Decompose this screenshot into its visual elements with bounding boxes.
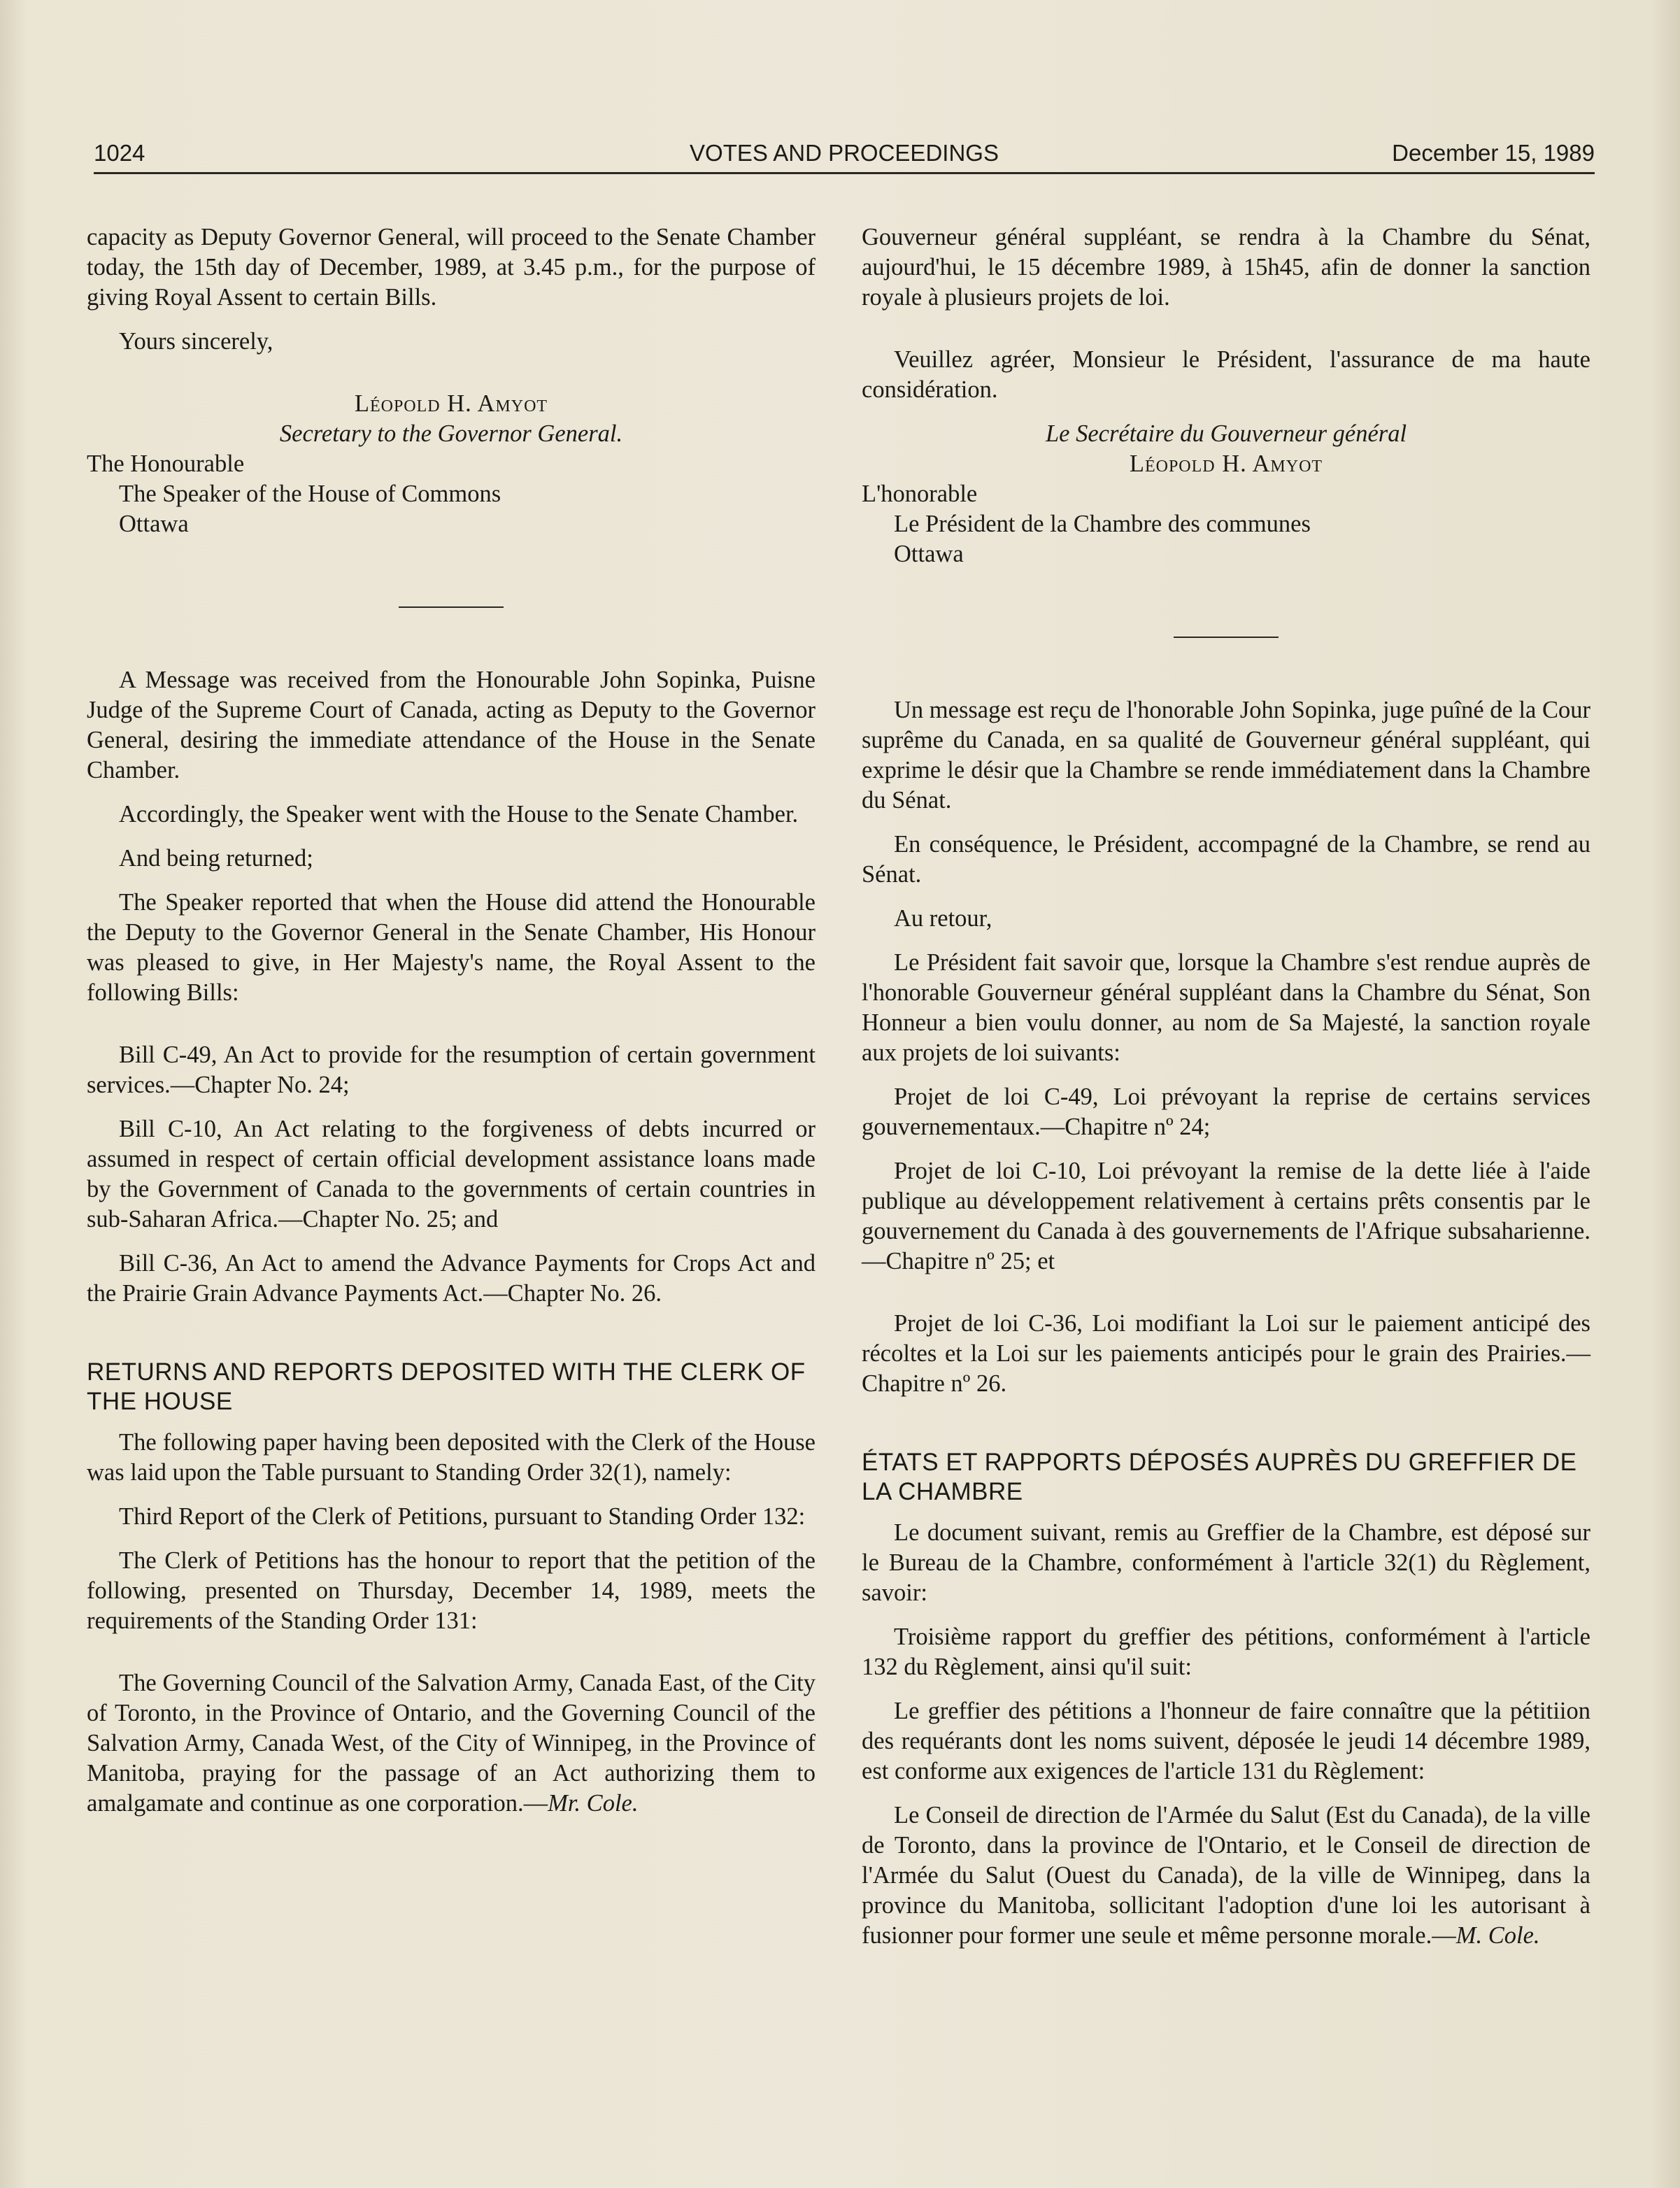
page-number: 1024 <box>94 140 145 166</box>
signature-name: Léopold H. Amyot <box>1129 450 1323 477</box>
message-paragraph: And being returned; <box>119 845 313 872</box>
addressee-block <box>862 479 1590 569</box>
bill-item: Bill C-10, An Act relating to the forgiveness of debts incurred or assumed in respect of certain official development assistance loans made by the Government of Canada to the governments of certain countries in sub-Saharan Africa.—Chapter No. 25; and <box>87 1116 816 1232</box>
english-column <box>87 222 816 1819</box>
petition-text: The Governing Council of the Salvation Army, Canada East, of the City of Toronto, in the Province of Ontario, and the Governing Council of the Salvation Army, Canada West, of the City of Winnipeg, in the Province of Manitoba, praying for the passage of an Act authorizing them to amalgamate and continue as one corporation.— <box>87 1670 816 1817</box>
addressee-line: Ottawa <box>894 541 964 567</box>
addressee-line: The Honourable <box>87 450 245 477</box>
petition-member: M. Cole. <box>1455 1922 1540 1949</box>
signature-title: Le Secrétaire du Gouverneur général <box>1045 420 1407 447</box>
letter-end: Gouverneur général suppléant, se rendra à la Chambre du Sénat, aujourd'hui, le 15 décembre 1989, à 15h45, afin de donner la sanction royale à plusieurs projets de loi. <box>862 224 1590 311</box>
signature-title: Secretary to the Governor General. <box>279 420 623 447</box>
addressee-block <box>87 449 816 539</box>
bill-item: Projet de loi C-36, Loi modifiant la Loi sur le paiement anticipé des récoltes et la Loi sur les paiements anticipés pour le grain des Prairies.—Chapitre nº 26. <box>862 1310 1590 1397</box>
addressee-line: Le Président de la Chambre des communes <box>894 511 1311 537</box>
bill-item: Projet de loi C-49, Loi prévoyant la reprise de certains services gouvernementaux.—Chapitre nº 24; <box>862 1084 1590 1140</box>
message-paragraph: The Speaker reported that when the House did attend the Honourable the Deputy to the Governor General in the Senate Chamber, His Honour was pleased to give, in Her Majesty's name, the Royal Assent to the following Bills: <box>87 889 816 1006</box>
message-paragraph: Le Président fait savoir que, lorsque la Chambre s'est rendue auprès de l'honorable Gouverneur général suppléant dans la Chambre du Sénat, Son Honneur a bien voulu donner, au nom de Sa Majesté, la sanction royale aux projets de loi suivants: <box>862 949 1590 1066</box>
section-heading: ÉTATS ET RAPPORTS DÉPOSÉS AUPRÈS DU GREFFIER DE LA CHAMBRE <box>862 1449 1577 1505</box>
addressee-line: Ottawa <box>119 511 189 537</box>
section-divider <box>399 606 504 608</box>
message-paragraph: En conséquence, le Président, accompagné de la Chambre, se rend au Sénat. <box>862 831 1590 888</box>
returns-paragraph: Le greffier des pétitions a l'honneur de faire connaître que la pétitiion des requérants dont les noms suivent, déposée le jeudi 14 décembre 1989, est conforme aux exigences de l'article 131 du Règlement: <box>862 1698 1590 1784</box>
returns-paragraph: The following paper having been deposited with the Clerk of the House was laid upon the Table pursuant to Standing Order 32(1), namely: <box>87 1429 816 1486</box>
letter-closing: Yours sincerely, <box>119 328 273 355</box>
returns-paragraph: The Clerk of Petitions has the honour to report that the petition of the following, presented on Thursday, December 14, 1989, meets the requirements of the Standing Order 131: <box>87 1547 816 1634</box>
section-heading: RETURNS AND REPORTS DEPOSITED WITH THE CLERK OF THE HOUSE <box>87 1358 806 1415</box>
message-paragraph: Au retour, <box>894 905 992 932</box>
petition-text: Le Conseil de direction de l'Armée du Salut (Est du Canada), de la ville de Toronto, dans la province de l'Ontario, et le Conseil de direction de l'Armée du Salut (Ouest du Canada), de la ville de Winnipeg, dans la province du Manitoba, sollicitant l'adoption d'une loi les autorisant à fusionner pour former une seule et même personne morale.— <box>862 1802 1590 1949</box>
page-header <box>94 130 1595 174</box>
returns-paragraph: Le document suivant, remis au Greffier de la Chambre, est déposé sur le Bureau de la Chambre, conformément à l'article 32(1) du Règlement, savoir: <box>862 1519 1590 1606</box>
returns-paragraph: Troisième rapport du greffier des pétitions, conformément à l'article 132 du Règlement, ainsi qu'il suit: <box>862 1624 1590 1680</box>
letter-end: capacity as Deputy Governor General, will proceed to the Senate Chamber today, the 15th day of December, 1989, at 3.45 p.m., for the purpose of giving Royal Assent to certain Bills. <box>87 224 816 311</box>
running-title: VOTES AND PROCEEDINGS <box>690 140 999 166</box>
petition-member: Mr. Cole. <box>548 1790 639 1817</box>
bill-item: Projet de loi C-10, Loi prévoyant la remise de la dette liée à l'aide publique au développement relativement à certains prêts consentis par le gouvernement du Canada à des gouvernements de l'Afrique subsaharienne.—Chapitre nº 25; et <box>862 1158 1590 1274</box>
letter-closing: Veuillez agréer, Monsieur le Président, l'assurance de ma haute considération. <box>862 346 1590 403</box>
message-paragraph: A Message was received from the Honourable John Sopinka, Puisne Judge of the Supreme Court of Canada, acting as Deputy to the Governor General, desiring the immediate attendance of the House in the Senate Chamber. <box>87 667 816 783</box>
addressee-line: The Speaker of the House of Commons <box>119 481 501 507</box>
message-paragraph: Un message est reçu de l'honorable John Sopinka, juge puîné de la Cour suprême du Canada, en sa qualité de Gouverneur général suppléant, qui exprime le désir que la Chambre se rende immédiatement dans la Chambre du Sénat. <box>862 697 1590 814</box>
bill-item: Bill C-49, An Act to provide for the resumption of certain government services.—Chapter No. 24; <box>87 1042 816 1098</box>
french-column <box>862 222 1590 1951</box>
header-date: December 15, 1989 <box>1392 140 1595 166</box>
addressee-line: L'honorable <box>862 481 978 507</box>
signature-name: Léopold H. Amyot <box>354 390 548 417</box>
returns-paragraph: Third Report of the Clerk of Petitions, pursuant to Standing Order 132: <box>119 1503 806 1530</box>
bill-item: Bill C-36, An Act to amend the Advance Payments for Crops Act and the Prairie Grain Advance Payments Act.—Chapter No. 26. <box>87 1250 816 1307</box>
petition-paragraph <box>87 1668 816 1819</box>
message-paragraph: Accordingly, the Speaker went with the House to the Senate Chamber. <box>119 801 799 827</box>
petition-paragraph <box>862 1800 1590 1951</box>
section-divider <box>1174 637 1279 638</box>
